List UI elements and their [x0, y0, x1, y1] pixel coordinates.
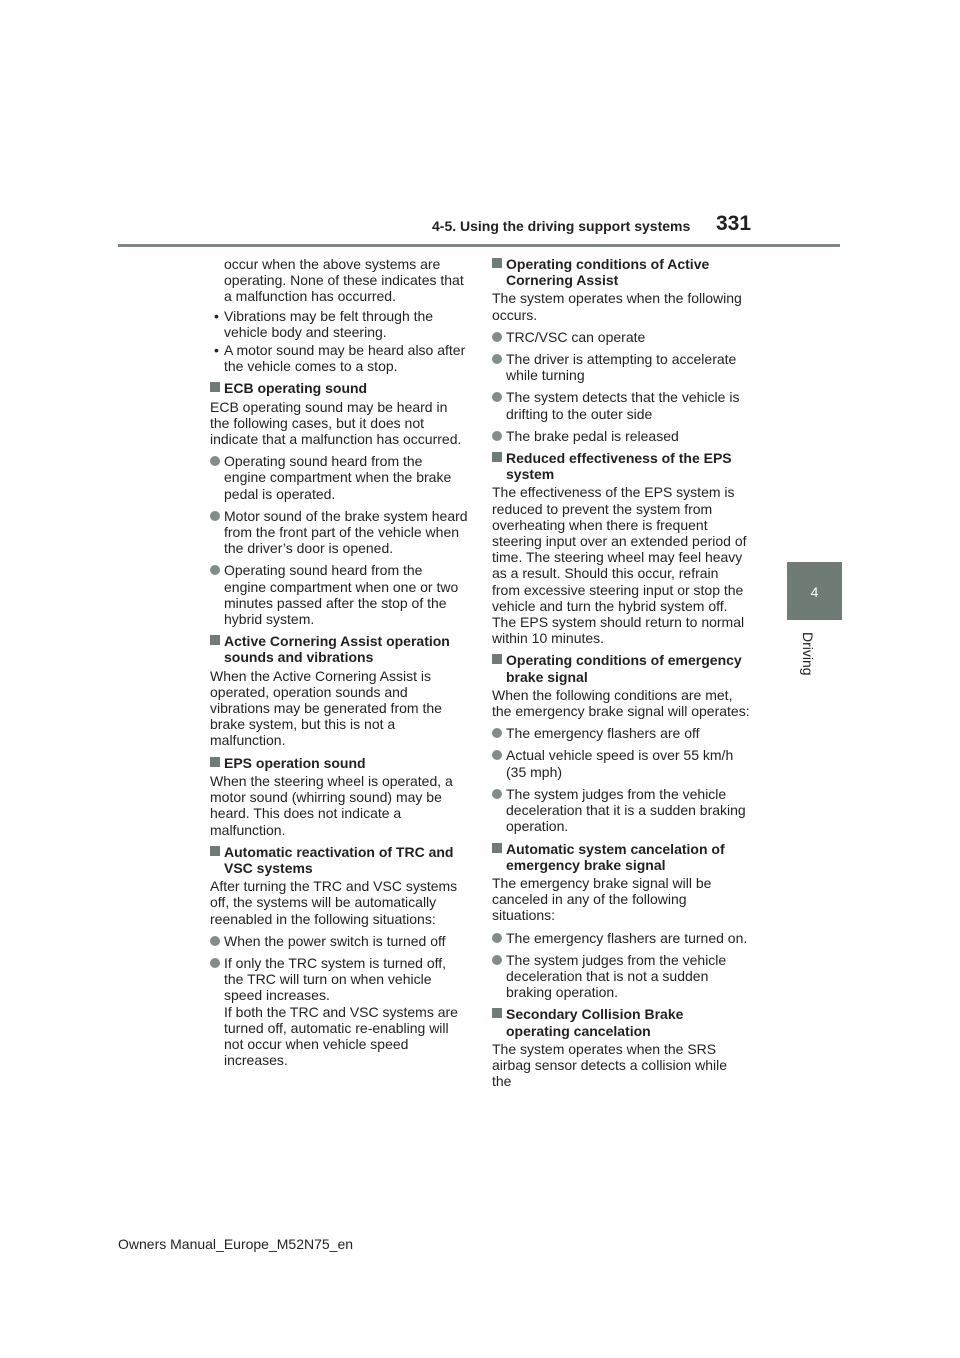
heading-ecb-sound: ECB operating sound: [210, 380, 468, 396]
paragraph: The system operates when the following occurs.: [492, 290, 742, 323]
left-column: [210, 256, 468, 1074]
heading-eps-reduced: Reduced effectiveness of the EPS system: [492, 450, 750, 482]
paragraph: When the Active Cornering Assist is operated, operation sounds and vibrations may be generated from the brake system, but this is not a malfunction.: [210, 667, 442, 749]
list-item: The driver is attempting to accelerate while turning: [492, 351, 750, 383]
header-rule: [118, 244, 840, 247]
list-item: • Vibrations may be felt through the vehicle body and steering.: [210, 308, 468, 340]
list-item: If only the TRC system is turned off, the TRC will turn on when vehicle speed increases. If both the TRC and VSC systems are turned off, automatic re-enabling will not occur when vehicle speed increases.: [210, 955, 468, 1068]
paragraph: When the steering wheel is operated, a motor sound (whirring sound) may be heard. This does not indicate a malfunction.: [210, 772, 453, 838]
paragraph: The effectiveness of the EPS system is reduced to prevent the system from overheating when there is frequent steering input over an extended period of time. The steering wheel may feel heavy as a result. Should this occur, refrain from excessive steering input or stop the vehicle and turn the hybrid system off. The EPS system should return to normal within 10 minutes.: [492, 484, 747, 647]
page-number: 331: [716, 212, 752, 235]
list-item: The system judges from the vehicle deceleration that it is a sudden braking operation.: [492, 786, 750, 835]
heading-eps-sound: EPS operation sound: [210, 755, 468, 771]
footer-text: Owners Manual_Europe_M52N75_en: [118, 1236, 354, 1252]
heading-ebs-cancel: Automatic system cancelation of emergency brake signal: [492, 841, 750, 873]
heading-trc-reactivation: Automatic reactivation of TRC and VSC systems: [210, 844, 468, 876]
list-item: The brake pedal is released: [492, 428, 750, 444]
paragraph: ECB operating sound may be heard in the following cases, but it does not indicate that a malfunction has occurred.: [210, 398, 462, 448]
chapter-label: Driving: [800, 632, 816, 676]
continued-paragraph: occur when the above systems are operating. None of these indicates that a malfunction has occurred.: [224, 256, 464, 305]
list-item: Actual vehicle speed is over 55 km/h (35 mph): [492, 747, 750, 779]
chapter-number: 4: [810, 584, 819, 600]
paragraph: After turning the TRC and VSC systems off, the systems will be automatically reenabled in the following situations:: [210, 878, 458, 927]
list-item: The emergency flashers are off: [492, 725, 750, 741]
list-item: TRC/VSC can operate: [492, 329, 750, 345]
list-item: When the power switch is turned off: [210, 933, 468, 949]
chapter-tab: [787, 562, 842, 620]
list-item: Motor sound of the brake system heard from the front part of the vehicle when the driver’s door is opened.: [210, 508, 468, 557]
list-item: The system judges from the vehicle deceleration that is not a sudden braking operation.: [492, 952, 750, 1001]
list-item: The emergency flashers are turned on.: [492, 930, 750, 946]
list-item: Operating sound heard from the engine compartment when the brake pedal is operated.: [210, 453, 468, 502]
heading-aca-sounds: Active Cornering Assist operation sounds and vibrations: [210, 633, 468, 665]
paragraph: The emergency brake signal will be canceled in any of the following situations:: [492, 874, 712, 924]
paragraph: The system operates when the SRS airbag sensor detects a collision while the: [492, 1040, 728, 1090]
right-column: [492, 256, 750, 1095]
list-item: The system detects that the vehicle is drifting to the outer side: [492, 389, 750, 421]
heading-ebs-conditions: Operating conditions of emergency brake signal: [492, 652, 750, 684]
list-item: Operating sound heard from the engine compartment when one or two minutes passed after the stop of the hybrid system.: [210, 562, 468, 627]
section-title: 4-5. Using the driving support systems: [432, 218, 691, 234]
list-item: • A motor sound may be heard also after the vehicle comes to a stop.: [210, 342, 468, 374]
heading-aca-conditions: Operating conditions of Active Cornering Assist: [492, 256, 750, 288]
heading-scb-cancel: Secondary Collision Brake operating cancelation: [492, 1006, 750, 1038]
paragraph: When the following conditions are met, the emergency brake signal will operates:: [492, 686, 750, 720]
